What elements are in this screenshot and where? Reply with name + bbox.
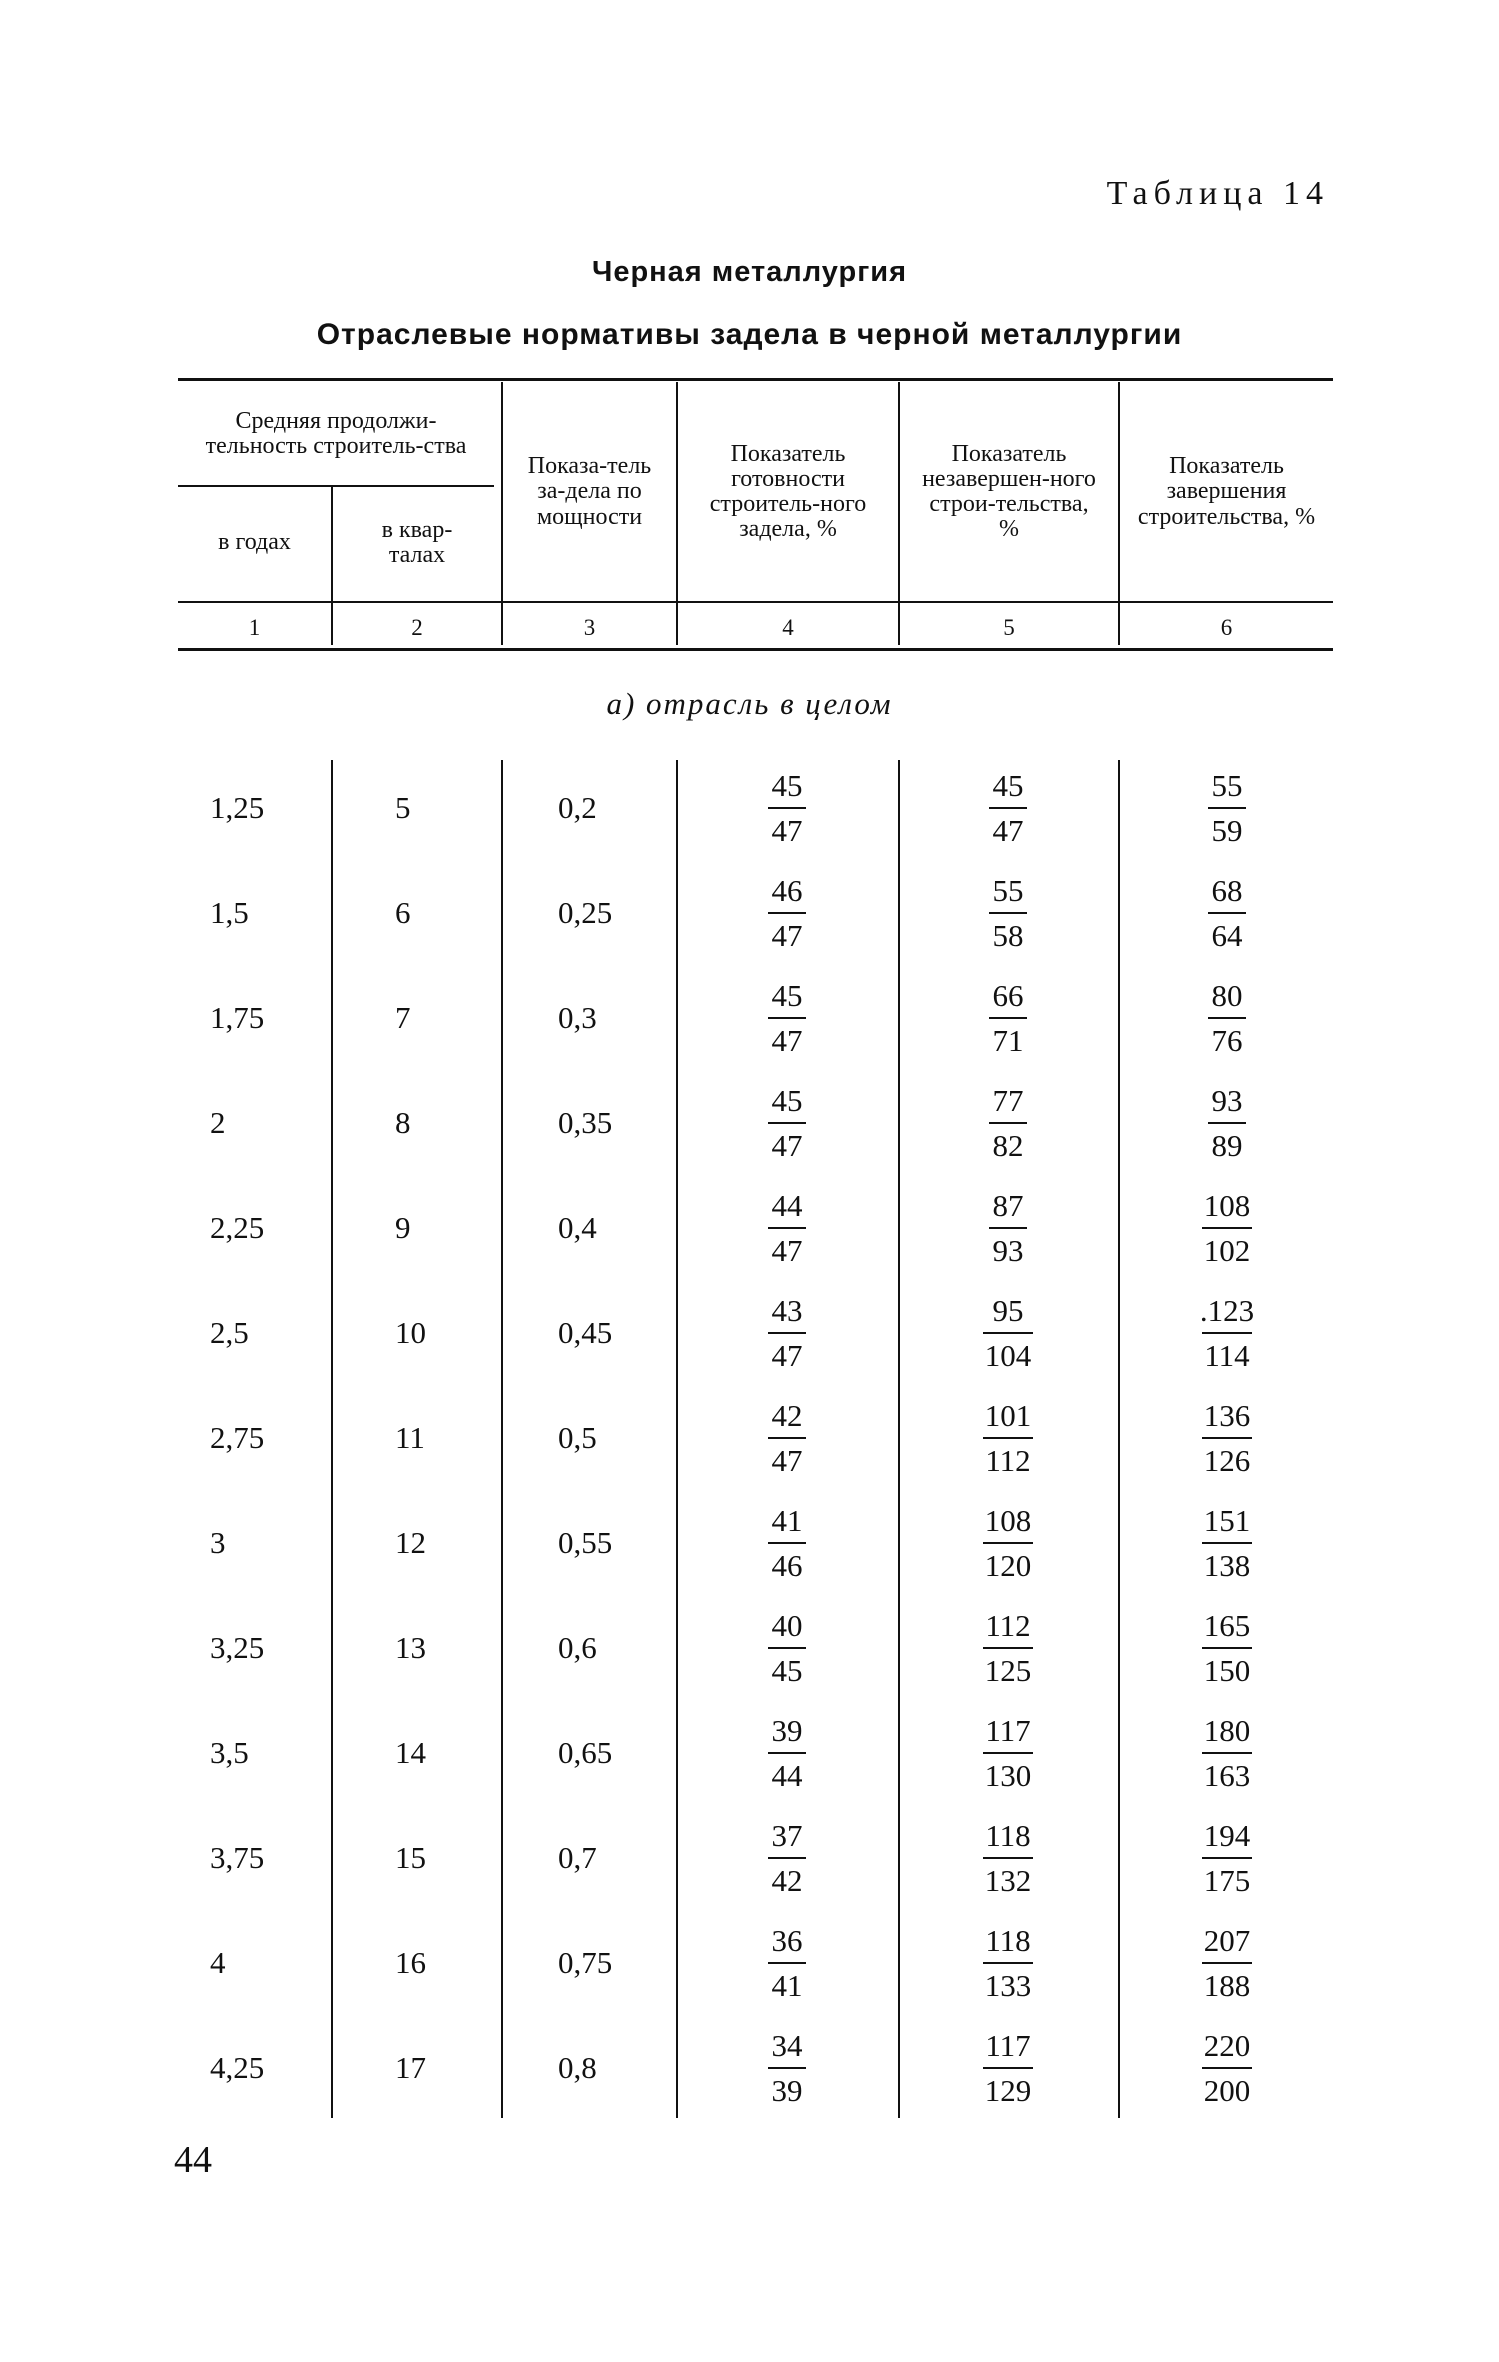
row-years: 3,75	[210, 1839, 265, 1875]
row-quarters: 12	[395, 1524, 426, 1560]
row-capacity-indicator: 0,55	[558, 1524, 613, 1560]
fraction-denominator: 126	[1202, 1437, 1253, 1476]
fraction-denominator: 44	[768, 1752, 806, 1791]
row-readiness-fraction	[727, 1070, 847, 1175]
row-readiness-fraction	[727, 860, 847, 965]
row-unfinished-fraction	[948, 1910, 1068, 2015]
fraction-denominator: 104	[983, 1332, 1034, 1371]
row-unfinished-fraction	[948, 755, 1068, 860]
fraction-numerator: 46	[771, 872, 803, 908]
row-quarters: 7	[395, 999, 411, 1035]
fraction-numerator: 43	[771, 1292, 803, 1328]
header-top-rule	[178, 378, 1333, 381]
fraction-denominator: 58	[989, 912, 1027, 951]
table-row	[178, 965, 1333, 1070]
header-number-rule	[178, 601, 1333, 603]
fraction-denominator: 112	[983, 1437, 1032, 1476]
fraction-denominator: 150	[1202, 1647, 1253, 1686]
fraction-denominator: 82	[989, 1122, 1027, 1161]
fraction-denominator: 47	[989, 807, 1027, 846]
row-quarters: 5	[395, 789, 411, 825]
header-duration-group: Средняя продолжи-тельность строитель-ства	[205, 407, 467, 459]
row-unfinished-fraction	[948, 1700, 1068, 1805]
row-unfinished-fraction	[948, 1070, 1068, 1175]
column-number-5: 5	[1003, 615, 1015, 640]
table-row	[178, 1595, 1333, 1700]
row-quarters: 9	[395, 1209, 411, 1245]
fraction-denominator: 114	[1202, 1332, 1251, 1371]
row-capacity-indicator: 0,2	[558, 789, 597, 825]
fraction-numerator: 117	[985, 2027, 1031, 2063]
row-completion-fraction	[1167, 1490, 1287, 1595]
row-readiness-fraction	[727, 1595, 847, 1700]
row-years: 2	[210, 1104, 226, 1140]
row-unfinished-fraction	[948, 965, 1068, 1070]
header-completion: Показатель завершения строительства, %	[1137, 453, 1316, 530]
row-capacity-indicator: 0,6	[558, 1629, 597, 1665]
fraction-numerator: 45	[992, 767, 1024, 803]
column-number-2: 2	[411, 615, 423, 640]
fraction-denominator: 138	[1202, 1542, 1253, 1581]
row-readiness-fraction	[727, 2015, 847, 2120]
fraction-numerator: 101	[984, 1397, 1032, 1433]
fraction-numerator: 55	[1211, 767, 1243, 803]
fraction-denominator: 125	[983, 1647, 1034, 1686]
row-completion-fraction	[1167, 755, 1287, 860]
fraction-numerator: 112	[985, 1607, 1031, 1643]
table-body	[178, 755, 1333, 2125]
fraction-denominator: 47	[768, 1017, 806, 1056]
fraction-denominator: 47	[768, 1227, 806, 1266]
fraction-denominator: 102	[1202, 1227, 1253, 1266]
row-years: 4	[210, 1944, 226, 1980]
fraction-denominator: 45	[768, 1647, 806, 1686]
fraction-numerator: 108	[1203, 1187, 1251, 1223]
table-row	[178, 1910, 1333, 2015]
row-readiness-fraction	[727, 755, 847, 860]
row-readiness-fraction	[727, 1175, 847, 1280]
table-number: Таблица 14	[1106, 175, 1329, 212]
row-years: 3,25	[210, 1629, 265, 1665]
fraction-numerator: 151	[1203, 1502, 1251, 1538]
header-unfinished: Показатель незавершен-ного строи-тельства, %	[922, 440, 1096, 543]
row-quarters: 8	[395, 1104, 411, 1140]
row-completion-fraction	[1167, 1385, 1287, 1490]
table-row	[178, 1280, 1333, 1385]
row-quarters: 14	[395, 1734, 426, 1770]
row-quarters: 17	[395, 2049, 426, 2085]
row-readiness-fraction	[727, 1700, 847, 1805]
row-years: 4,25	[210, 2049, 265, 2085]
row-years: 1,5	[210, 894, 249, 930]
row-quarters: 6	[395, 894, 411, 930]
row-completion-fraction	[1167, 1070, 1287, 1175]
fraction-denominator: 129	[983, 2067, 1034, 2106]
fraction-denominator: 130	[983, 1752, 1034, 1791]
fraction-denominator: 47	[768, 1122, 806, 1161]
fraction-numerator: 87	[992, 1187, 1024, 1223]
row-years: 1,25	[210, 789, 265, 825]
row-readiness-fraction	[727, 1910, 847, 2015]
fraction-numerator: .123	[1199, 1292, 1255, 1328]
row-years: 2,5	[210, 1314, 249, 1350]
row-capacity-indicator: 0,25	[558, 894, 613, 930]
table-row	[178, 2015, 1333, 2120]
section-title: Черная металлургия	[591, 256, 908, 288]
table-row	[178, 860, 1333, 965]
fraction-numerator: 40	[771, 1607, 803, 1643]
fraction-denominator: 46	[768, 1542, 806, 1581]
fraction-denominator: 47	[768, 807, 806, 846]
row-capacity-indicator: 0,4	[558, 1209, 597, 1245]
fraction-numerator: 45	[771, 977, 803, 1013]
table-row	[178, 755, 1333, 860]
row-years: 2,25	[210, 1209, 265, 1245]
fraction-numerator: 207	[1203, 1922, 1251, 1958]
fraction-numerator: 77	[992, 1082, 1024, 1118]
row-completion-fraction	[1167, 1700, 1287, 1805]
row-readiness-fraction	[727, 965, 847, 1070]
fraction-numerator: 44	[771, 1187, 803, 1223]
fraction-denominator: 47	[768, 912, 806, 951]
fraction-numerator: 68	[1211, 872, 1243, 908]
fraction-denominator: 188	[1202, 1962, 1253, 2001]
fraction-denominator: 47	[768, 1332, 806, 1371]
fraction-denominator: 47	[768, 1437, 806, 1476]
row-unfinished-fraction	[948, 1385, 1068, 1490]
row-completion-fraction	[1167, 1805, 1287, 1910]
fraction-denominator: 39	[768, 2067, 806, 2106]
fraction-numerator: 41	[771, 1502, 803, 1538]
fraction-denominator: 200	[1202, 2067, 1253, 2106]
fraction-numerator: 95	[992, 1292, 1024, 1328]
fraction-numerator: 37	[771, 1817, 803, 1853]
subsection-title: а) отрасль в целом	[606, 686, 893, 721]
duration-group-rule	[178, 485, 494, 487]
row-capacity-indicator: 0,3	[558, 999, 597, 1035]
header-readiness: Показатель готовности строитель-ного задела, %	[709, 440, 867, 543]
row-unfinished-fraction	[948, 1175, 1068, 1280]
fraction-numerator: 34	[771, 2027, 803, 2063]
fraction-numerator: 117	[985, 1712, 1031, 1748]
fraction-denominator: 133	[983, 1962, 1034, 2001]
fraction-denominator: 59	[1208, 807, 1246, 846]
header-years: в годах	[218, 529, 291, 556]
row-completion-fraction	[1167, 1595, 1287, 1700]
fraction-numerator: 180	[1203, 1712, 1251, 1748]
row-capacity-indicator: 0,5	[558, 1419, 597, 1455]
column-number-6: 6	[1220, 615, 1233, 640]
fraction-denominator: 132	[983, 1857, 1034, 1896]
row-completion-fraction	[1167, 1280, 1287, 1385]
row-quarters: 11	[395, 1419, 425, 1455]
fraction-denominator: 42	[768, 1857, 806, 1896]
fraction-denominator: 175	[1202, 1857, 1253, 1896]
row-completion-fraction	[1167, 860, 1287, 965]
row-unfinished-fraction	[948, 1490, 1068, 1595]
fraction-numerator: 136	[1203, 1397, 1251, 1433]
table-row	[178, 1805, 1333, 1910]
row-readiness-fraction	[727, 1805, 847, 1910]
row-capacity-indicator: 0,75	[558, 1944, 613, 1980]
fraction-numerator: 93	[1211, 1082, 1243, 1118]
fraction-denominator: 71	[989, 1017, 1027, 1056]
row-completion-fraction	[1167, 965, 1287, 1070]
row-quarters: 10	[395, 1314, 426, 1350]
fraction-numerator: 118	[985, 1817, 1031, 1853]
fraction-numerator: 36	[771, 1922, 803, 1958]
row-quarters: 13	[395, 1629, 426, 1665]
fraction-numerator: 55	[992, 872, 1024, 908]
header-capacity: Показа-тель за-дела по мощности	[527, 453, 652, 530]
row-completion-fraction	[1167, 1175, 1287, 1280]
row-readiness-fraction	[727, 1385, 847, 1490]
fraction-denominator: 120	[983, 1542, 1034, 1581]
row-quarters: 15	[395, 1839, 426, 1875]
fraction-numerator: 80	[1211, 977, 1243, 1013]
row-unfinished-fraction	[948, 1595, 1068, 1700]
fraction-numerator: 39	[771, 1712, 803, 1748]
table-header	[178, 378, 1333, 650]
row-readiness-fraction	[727, 1490, 847, 1595]
header-bottom-rule	[178, 648, 1333, 651]
fraction-denominator: 163	[1202, 1752, 1253, 1791]
row-unfinished-fraction	[948, 2015, 1068, 2120]
fraction-denominator: 41	[768, 1962, 806, 2001]
fraction-numerator: 66	[992, 977, 1024, 1013]
page-number: 44	[174, 2139, 212, 2181]
row-unfinished-fraction	[948, 1805, 1068, 1910]
fraction-numerator: 118	[985, 1922, 1031, 1958]
table-title: Отраслевые нормативы задела в черной металлургии	[316, 318, 1183, 351]
fraction-numerator: 194	[1203, 1817, 1251, 1853]
column-number-3: 3	[583, 615, 596, 640]
header-quarters: в квар-талах	[381, 516, 453, 568]
row-completion-fraction	[1167, 2015, 1287, 2120]
table-row	[178, 1700, 1333, 1805]
fraction-numerator: 108	[984, 1502, 1032, 1538]
fraction-denominator: 93	[989, 1227, 1027, 1266]
row-years: 1,75	[210, 999, 265, 1035]
fraction-denominator: 89	[1208, 1122, 1246, 1161]
row-capacity-indicator: 0,7	[558, 1839, 597, 1875]
row-years: 2,75	[210, 1419, 265, 1455]
row-quarters: 16	[395, 1944, 426, 1980]
column-number-4: 4	[782, 615, 794, 640]
row-unfinished-fraction	[948, 860, 1068, 965]
table-row	[178, 1070, 1333, 1175]
fraction-numerator: 45	[771, 1082, 803, 1118]
fraction-denominator: 64	[1208, 912, 1246, 951]
fraction-numerator: 220	[1203, 2027, 1251, 2063]
fraction-numerator: 165	[1203, 1607, 1251, 1643]
row-capacity-indicator: 0,8	[558, 2049, 597, 2085]
row-completion-fraction	[1167, 1910, 1287, 2015]
row-capacity-indicator: 0,65	[558, 1734, 613, 1770]
row-readiness-fraction	[727, 1280, 847, 1385]
fraction-denominator: 76	[1208, 1017, 1246, 1056]
table-row	[178, 1175, 1333, 1280]
table-row	[178, 1490, 1333, 1595]
row-years: 3	[210, 1524, 226, 1560]
row-capacity-indicator: 0,45	[558, 1314, 613, 1350]
table-row	[178, 1385, 1333, 1490]
row-years: 3,5	[210, 1734, 249, 1770]
fraction-numerator: 42	[771, 1397, 803, 1433]
row-capacity-indicator: 0,35	[558, 1104, 613, 1140]
fraction-numerator: 45	[771, 767, 803, 803]
column-number-1: 1	[248, 615, 261, 640]
row-unfinished-fraction	[948, 1280, 1068, 1385]
